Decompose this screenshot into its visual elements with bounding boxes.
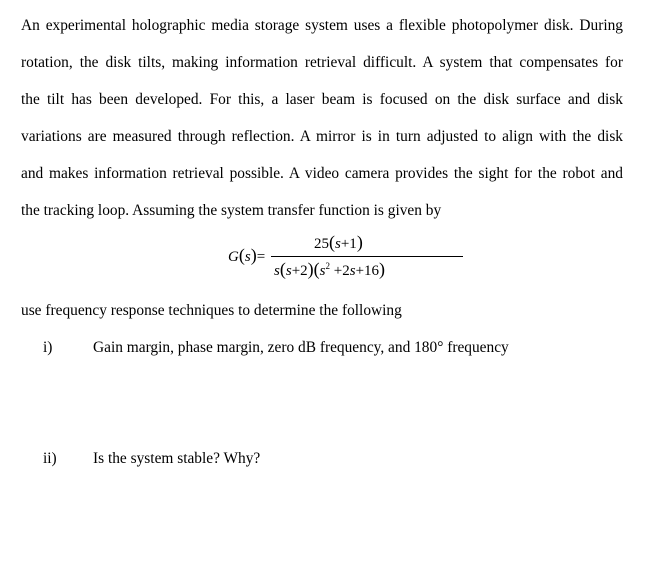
formula-denominator: $s(s+2)(s^2 +2s+16)$ <box>274 259 386 279</box>
question-text: Is the system stable? Why? <box>93 450 261 467</box>
question-text: Gain margin, phase margin, zero dB frequency, and 180° frequency <box>93 339 509 356</box>
paragraph-line: and makes information retrieval possible. A video camera provides the sight for the robot and <box>21 165 623 182</box>
formula-lhs: G(s)= <box>228 245 266 265</box>
paragraph-line: An experimental holographic media storage system uses a flexible photopolymer disk. During <box>21 17 623 34</box>
instruction-text: use frequency response techniques to determine the following <box>21 302 402 319</box>
formula-numerator: 25(s+1) <box>314 232 363 252</box>
fraction-bar <box>271 256 463 257</box>
paragraph-line: the tilt has been developed. For this, a laser beam is focused on the disk surface and disk <box>21 91 623 108</box>
question-number: ii) <box>43 450 57 467</box>
paragraph-line: variations are measured through reflection. A mirror is in turn adjusted to align with the disk <box>21 128 623 145</box>
paragraph-line: the tracking loop. Assuming the system transfer function is given by <box>21 202 442 219</box>
problem-paragraph <box>21 7 623 229</box>
paragraph-line: rotation, the disk tilts, making information retrieval difficult. A system that compensates for <box>21 54 623 71</box>
question-number: i) <box>43 339 53 356</box>
